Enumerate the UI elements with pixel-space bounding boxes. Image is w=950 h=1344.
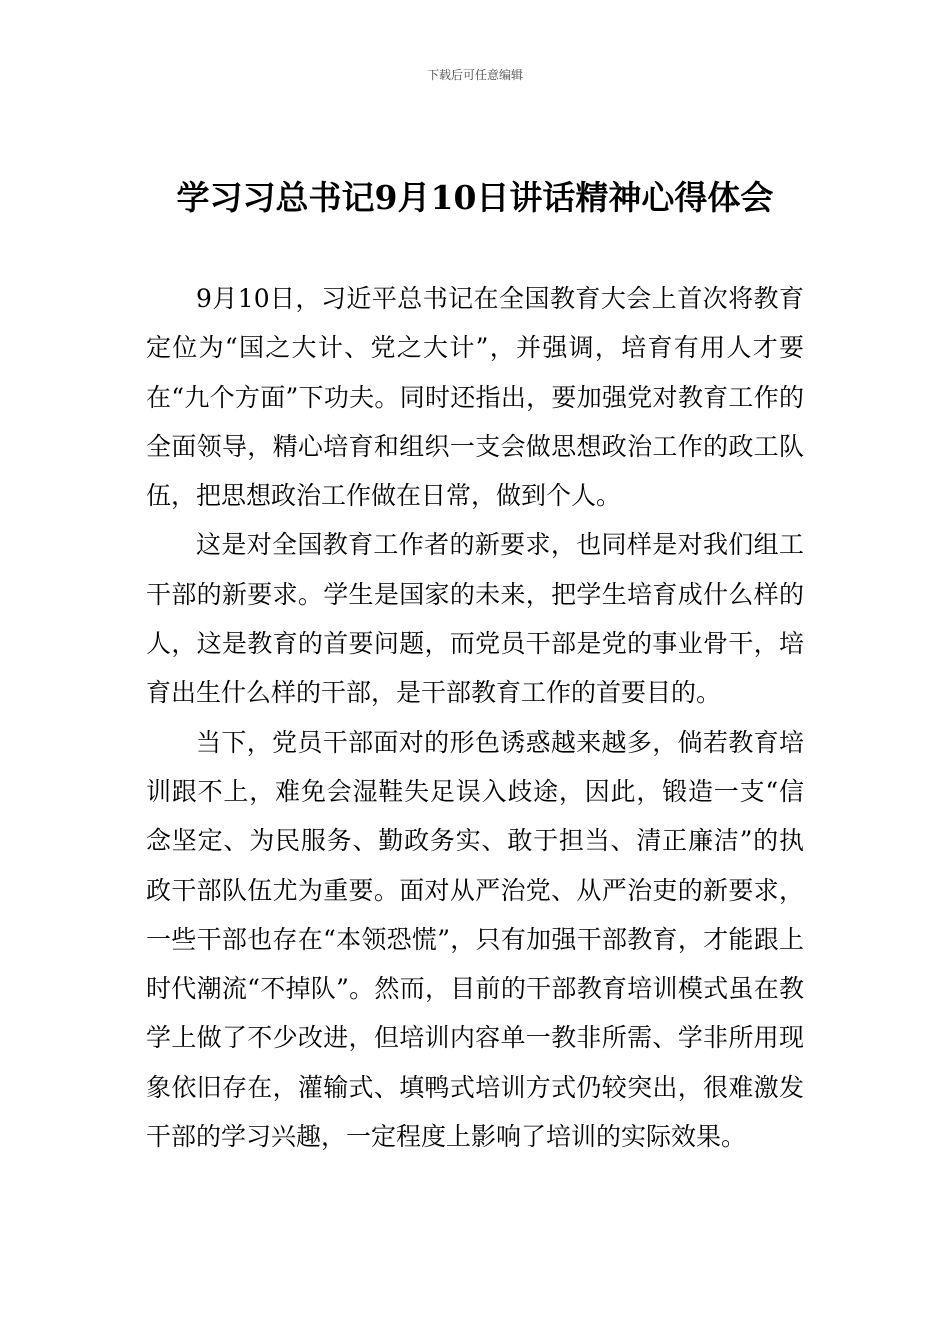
document-title: 学习习总书记9月10日讲话精神心得体会: [176, 178, 774, 217]
paragraph-3: 当下，党员干部面对的形色诱惑越来越多，倘若教育培训跟不上，难免会湿鞋失足误入歧途，因此，锻造一支“信念坚定、为民服务、勤政务实、敢于担当、清正廉洁”的执政干部队伍尤为重要。面对从严治党、从严治吏的新要求，一些干部也存在“本领恐慌”，只有加强干部教育，才能跟上时代潮流“不掉队”。然而，目前的干部教育培训模式虽在教学上做了不少改进，但培训内容单一教非所需、学非所用现象依旧存在，灌输式、填鸭式培训方式仍较突出，很难激发干部的学习兴趣，一定程度上影响了培训的实际效果。: [146, 727, 804, 1152]
header-note: 下载后可任意编辑: [426, 68, 523, 82]
document-body: [146, 274, 804, 1161]
paragraph-1: 9月10日，习近平总书记在全国教育大会上首次将教育定位为“国之大计、党之大计”，并强调，培育有用人才要在“九个方面”下功夫。同时还指出，要加强党对教育工作的全面领导，精心培育和组织一支会做思想政治工作的政工队伍，把思想政治工作做在日常，做到个人。: [146, 284, 804, 511]
paragraph-2: 这是对全国教育工作者的新要求，也同样是对我们组工干部的新要求。学生是国家的未来，把学生培育成什么样的人，这是教育的首要问题，而党员干部是党的事业骨干，培育出生什么样的干部，是干部教育工作的首要目的。: [146, 530, 804, 708]
